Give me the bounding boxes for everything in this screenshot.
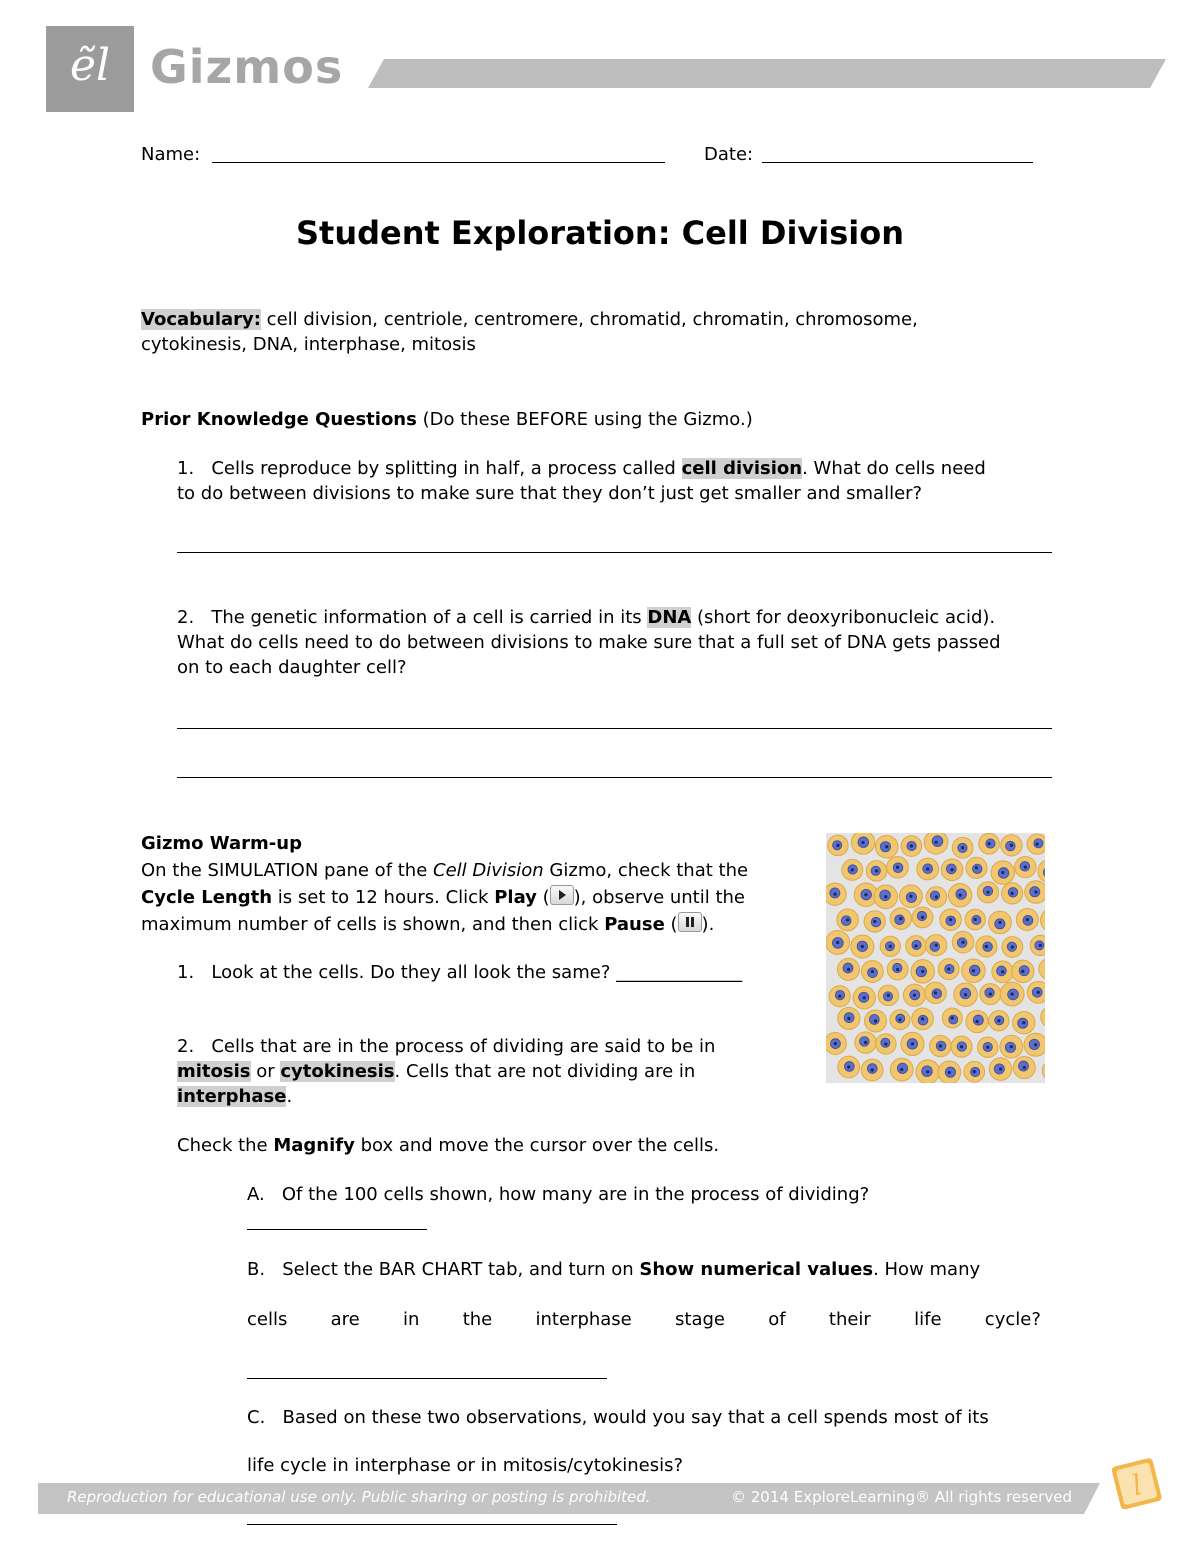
answer-line-prior-2a[interactable] bbox=[177, 728, 1052, 729]
qb-word: life bbox=[914, 1309, 942, 1330]
wq2-or: or bbox=[250, 1061, 281, 1082]
qa-text: Of the 100 cells shown, how many are in the process of dividing? bbox=[281, 1184, 870, 1205]
cell-nucleolus bbox=[1010, 1045, 1013, 1048]
prior-question-1 bbox=[177, 456, 1057, 506]
magnify-term: Magnify bbox=[273, 1135, 355, 1156]
cell-nucleolus bbox=[935, 895, 938, 898]
warmup-question-2 bbox=[177, 1034, 817, 1109]
cell-nucleolus bbox=[884, 1042, 887, 1045]
show-values-term: Show numerical values bbox=[639, 1259, 874, 1280]
term-cytokinesis: cytokinesis bbox=[280, 1061, 395, 1082]
cell-nucleolus bbox=[926, 1070, 929, 1073]
cell-nucleolus bbox=[960, 1045, 963, 1048]
qc-line2: life cycle in interphase or in mitosis/cytokinesis? bbox=[247, 1455, 684, 1476]
cell-nucleolus bbox=[914, 944, 917, 947]
q1-line2: to do between divisions to make sure that they don’t just get smaller and smaller? bbox=[177, 483, 923, 504]
cell-nucleolus bbox=[913, 994, 916, 997]
cell-nucleolus bbox=[847, 1065, 850, 1068]
cell-nucleolus bbox=[997, 1019, 1000, 1022]
q2-line3: on to each daughter cell? bbox=[177, 657, 407, 678]
cell-nucleolus bbox=[873, 920, 876, 923]
explorelearning-logo bbox=[46, 26, 134, 112]
cell-nucleolus bbox=[1001, 970, 1004, 973]
cell-nucleolus bbox=[896, 866, 899, 869]
term-dna: DNA bbox=[647, 607, 692, 628]
cell-nucleolus bbox=[864, 893, 867, 896]
brand-name: Gizmos bbox=[150, 40, 344, 94]
wq2-rest: . Cells that are not dividing are in bbox=[394, 1061, 696, 1082]
cell-nucleolus bbox=[1023, 1066, 1026, 1069]
cell-nucleolus bbox=[986, 891, 989, 894]
warmup-l1-a: On the SIMULATION pane of the bbox=[141, 860, 434, 881]
cell-nucleus bbox=[932, 836, 943, 847]
cell-nucleolus bbox=[875, 869, 878, 872]
cell-nucleolus bbox=[847, 1017, 850, 1020]
cell-nucleolus bbox=[1011, 892, 1014, 895]
cell-nucleolus bbox=[899, 917, 902, 920]
cell-nucleolus bbox=[949, 918, 952, 921]
cycle-length-term: Cycle Length bbox=[141, 887, 273, 908]
cell-nucleus bbox=[841, 916, 851, 926]
cell-nucleolus bbox=[947, 967, 950, 970]
cell-nucleolus bbox=[1024, 866, 1027, 869]
warmup-l3-b: ( bbox=[664, 914, 678, 935]
qb-text-a: Select the BAR CHART tab, and turn on bbox=[282, 1259, 640, 1280]
warmup-l1-b: Gizmo, check that the bbox=[543, 860, 749, 881]
question-c bbox=[247, 1405, 989, 1430]
prior-heading-bold: Prior Knowledge Questions bbox=[141, 409, 417, 430]
cell-nucleus bbox=[949, 1015, 958, 1024]
cell-nucleolus bbox=[910, 844, 913, 847]
warmup-question-1 bbox=[177, 960, 742, 985]
cell-nucleolus bbox=[948, 1071, 951, 1074]
cell-nucleolus bbox=[836, 844, 839, 847]
pause-term: Pause bbox=[604, 914, 665, 935]
cell-nucleolus bbox=[874, 1019, 877, 1022]
cell-nucleolus bbox=[851, 868, 854, 871]
cell-nucleolus bbox=[1036, 843, 1039, 846]
cell-nucleolus bbox=[847, 968, 850, 971]
cell-nucleolus bbox=[836, 941, 839, 944]
cell-nucleolus bbox=[975, 866, 978, 869]
qb-word: the bbox=[462, 1309, 493, 1330]
answer-line-prior-2b[interactable] bbox=[177, 777, 1052, 778]
cell-nucleolus bbox=[896, 968, 899, 971]
qb-word: of bbox=[768, 1309, 786, 1330]
cell-nucleolus bbox=[885, 845, 888, 848]
name-field[interactable] bbox=[212, 162, 665, 163]
term-mitosis: mitosis bbox=[177, 1061, 251, 1082]
term-cell-division: cell division bbox=[681, 458, 803, 479]
cell-nucleus bbox=[930, 891, 939, 900]
vocabulary-line2: cytokinesis, DNA, interphase, mitosis bbox=[141, 334, 476, 355]
q2-number: 2. bbox=[177, 607, 195, 628]
wq2-line1: Cells that are in the process of dividing are said to be in bbox=[211, 1036, 716, 1057]
qb-label: B. bbox=[247, 1259, 266, 1280]
vocabulary-line1: cell division, centriole, centromere, chromatid, chromatin, chromosome, bbox=[260, 309, 918, 330]
question-b-line2 bbox=[247, 1307, 1041, 1332]
cell-nucleolus bbox=[987, 842, 990, 845]
cell-nucleolus bbox=[975, 1020, 978, 1023]
cell-nucleus bbox=[869, 1015, 879, 1025]
date-field[interactable] bbox=[762, 162, 1033, 163]
cell-nucleolus bbox=[863, 996, 866, 999]
cell-nucleolus bbox=[921, 1017, 924, 1020]
magnify-b: box and move the cursor over the cells. bbox=[354, 1135, 720, 1156]
cell-nucleolus bbox=[1034, 890, 1037, 893]
cell-nucleolus bbox=[889, 945, 892, 948]
cell-nucleolus bbox=[911, 1042, 914, 1045]
q2-text-a: The genetic information of a cell is carried in its bbox=[211, 607, 648, 628]
page-title: Student Exploration: Cell Division bbox=[295, 214, 905, 252]
cell-nucleolus bbox=[838, 995, 841, 998]
qb-word: in bbox=[403, 1309, 420, 1330]
cell-nucleolus bbox=[926, 867, 929, 870]
warmup-heading: Gizmo Warm-up bbox=[141, 833, 302, 854]
name-label: Name: bbox=[141, 144, 201, 165]
prior-knowledge-heading bbox=[141, 407, 753, 432]
cell-nucleolus bbox=[999, 1067, 1002, 1070]
question-a bbox=[247, 1182, 869, 1207]
svg-text:l: l bbox=[1128, 1468, 1146, 1503]
qb-word: interphase bbox=[535, 1309, 632, 1330]
cell-nucleolus bbox=[864, 1041, 867, 1044]
cell-nucleolus bbox=[1011, 992, 1014, 995]
warmup-l2-c: ), observe until the bbox=[573, 887, 745, 908]
cell-nucleolus bbox=[871, 970, 874, 973]
play-term: Play bbox=[494, 887, 537, 908]
question-b bbox=[247, 1257, 980, 1282]
prior-question-2 bbox=[177, 605, 1057, 680]
qb-word: stage bbox=[675, 1309, 725, 1330]
wq1-text: Look at the cells. Do they all look the same? ______________ bbox=[211, 962, 743, 983]
cell-nucleolus bbox=[909, 895, 912, 898]
qb-word: their bbox=[828, 1309, 871, 1330]
cell-nucleolus bbox=[884, 895, 887, 898]
date-label: Date: bbox=[704, 144, 754, 165]
wq2-number: 2. bbox=[177, 1036, 195, 1057]
cell-nucleolus bbox=[834, 1042, 837, 1045]
cell-nucleolus bbox=[1037, 991, 1040, 994]
warmup-l3-a: maximum number of cells is shown, and then click bbox=[141, 914, 605, 935]
cell-nucleolus bbox=[1026, 918, 1029, 921]
qb-word: are bbox=[330, 1309, 360, 1330]
cell-nucleolus bbox=[985, 945, 988, 948]
cell-nucleus bbox=[973, 1015, 983, 1025]
wq1-number: 1. bbox=[177, 962, 195, 983]
vocabulary bbox=[141, 307, 1041, 357]
cell-nucleus bbox=[895, 915, 905, 925]
play-icon bbox=[550, 885, 574, 905]
magnify-a: Check the bbox=[177, 1135, 274, 1156]
cell-nucleolus bbox=[1034, 1043, 1037, 1046]
cell-nucleus bbox=[1019, 1061, 1029, 1071]
q1-text-a: Cells reproduce by splitting in half, a process called bbox=[211, 458, 682, 479]
cell-nucleolus bbox=[986, 1046, 989, 1049]
cell-nucleolus bbox=[898, 1018, 901, 1021]
qb-text-b: . How many bbox=[873, 1259, 981, 1280]
cell-nucleus bbox=[930, 942, 940, 952]
cell-nucleolus bbox=[1011, 945, 1014, 948]
term-interphase: interphase bbox=[177, 1086, 287, 1107]
cell-nucleolus bbox=[959, 894, 962, 897]
cell-nucleolus bbox=[974, 918, 977, 921]
header-bar bbox=[368, 59, 1166, 88]
warmup-l3-c: ). bbox=[701, 914, 715, 935]
cell-nucleolus bbox=[998, 921, 1001, 924]
cell-nucleolus bbox=[973, 1070, 976, 1073]
cell-division-simulation-image bbox=[826, 833, 1045, 1083]
cell-nucleolus bbox=[950, 868, 953, 871]
vocabulary-label: Vocabulary: bbox=[141, 309, 261, 330]
cell-nucleolus bbox=[1021, 970, 1024, 973]
q2-line2: What do cells need to do between divisions to make sure that a full set of DNA gets passed bbox=[177, 632, 1001, 653]
cell-nucleolus bbox=[1039, 944, 1042, 947]
logo-glyph: ẽl bbox=[69, 40, 111, 91]
cell-nucleolus bbox=[989, 992, 992, 995]
cell-nucleolus bbox=[935, 944, 938, 947]
answer-line-b[interactable] bbox=[247, 1378, 607, 1379]
cell-nucleus bbox=[860, 1037, 870, 1047]
gizmo-name: Cell Division bbox=[433, 860, 544, 881]
q1-text-b: . What do cells need bbox=[802, 458, 986, 479]
cell-nucleolus bbox=[861, 841, 864, 844]
pause-icon bbox=[678, 912, 702, 932]
cell-nucleolus bbox=[887, 994, 890, 997]
cell-nucleolus bbox=[846, 918, 849, 921]
cell-nucleolus bbox=[934, 991, 937, 994]
cell-nucleolus bbox=[861, 945, 864, 948]
prior-heading-note: (Do these BEFORE using the Gizmo.) bbox=[416, 409, 753, 430]
cell-nucleolus bbox=[1010, 844, 1013, 847]
answer-line-a[interactable] bbox=[247, 1229, 427, 1230]
cell-nucleolus bbox=[961, 846, 964, 849]
qc-label: C. bbox=[247, 1407, 266, 1428]
warmup-l2-a: is set to 12 hours. Click bbox=[272, 887, 495, 908]
cell-nucleolus bbox=[900, 1068, 903, 1071]
answer-line-prior-1[interactable] bbox=[177, 552, 1052, 553]
cell-nucleolus bbox=[939, 1044, 942, 1047]
warmup-intro bbox=[141, 830, 821, 938]
cell-nucleolus bbox=[1001, 871, 1004, 874]
footer-copyright: © 2014 ExploreLearning® All rights reserved bbox=[731, 1488, 1072, 1506]
cell-nucleolus bbox=[972, 969, 975, 972]
cell-nucleolus bbox=[1022, 1021, 1025, 1024]
qb-word: cycle? bbox=[984, 1309, 1041, 1330]
warmup-l2-b: ( bbox=[536, 887, 550, 908]
explorelearning-footer-logo bbox=[1106, 1450, 1166, 1520]
magnify-instruction bbox=[177, 1133, 719, 1158]
answer-line-c[interactable] bbox=[247, 1524, 617, 1525]
wq2-period: . bbox=[286, 1086, 293, 1107]
qc-text: Based on these two observations, would you say that a cell spends most of its bbox=[282, 1407, 989, 1428]
qb-word: cells bbox=[247, 1309, 288, 1330]
q2-text-b: (short for deoxyribonucleic acid). bbox=[691, 607, 996, 628]
q1-number: 1. bbox=[177, 458, 195, 479]
cell-nucleolus bbox=[964, 993, 967, 996]
cell-nucleolus bbox=[921, 970, 924, 973]
qa-label: A. bbox=[247, 1184, 265, 1205]
cell-nucleolus bbox=[951, 1016, 954, 1019]
cell-nucleolus bbox=[833, 893, 836, 896]
cell-nucleolus bbox=[921, 916, 924, 919]
cell-nucleolus bbox=[934, 841, 937, 844]
cell-nucleolus bbox=[871, 1068, 874, 1071]
footer-notice: Reproduction for educational use only. Public sharing or posting is prohibited. bbox=[67, 1488, 651, 1506]
cell-nucleolus bbox=[961, 941, 964, 944]
